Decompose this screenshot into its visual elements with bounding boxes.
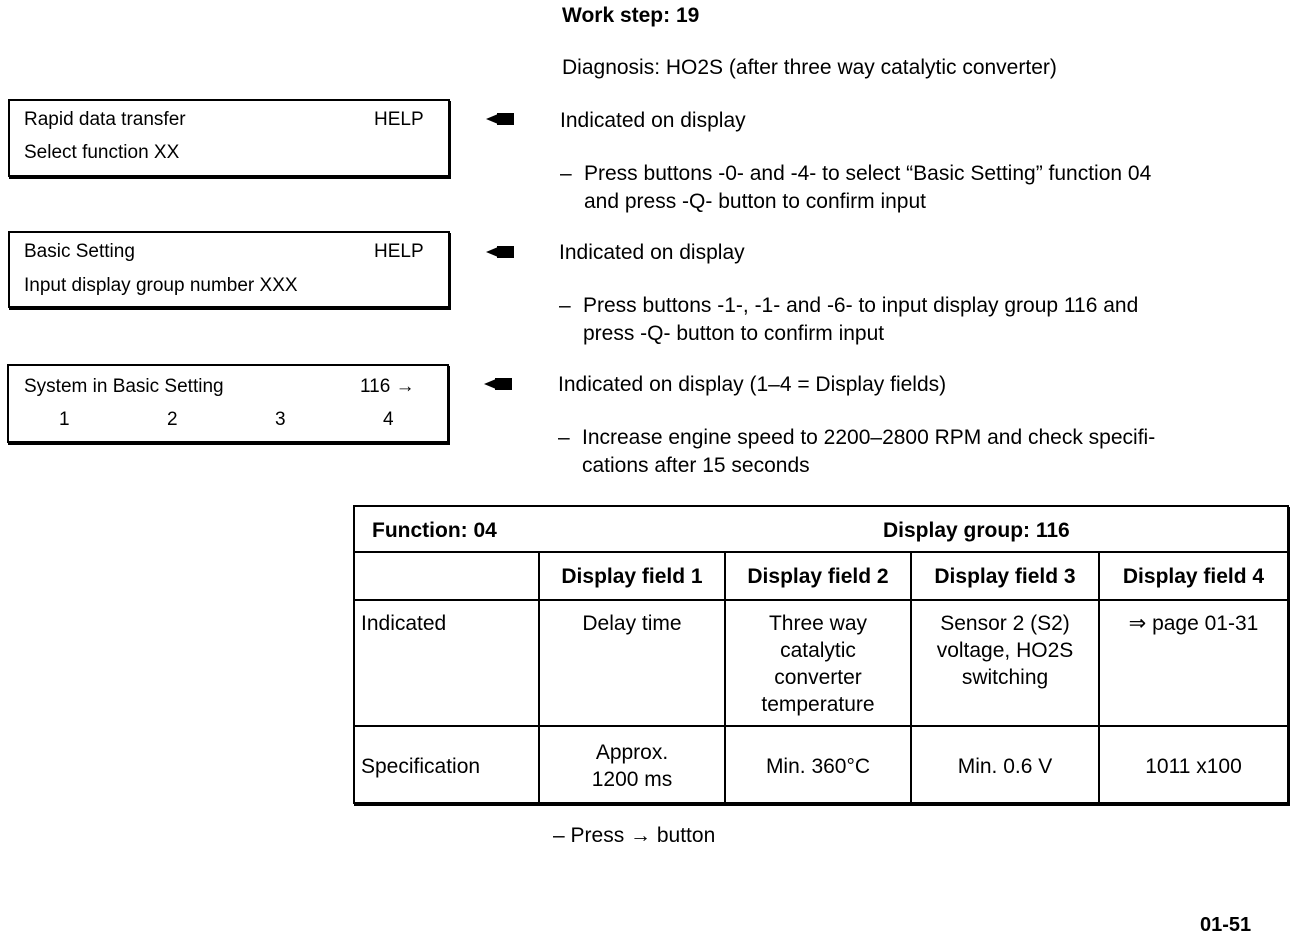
instruction-line-1: Press buttons -0- and -4- to select “Basic Setting” function 04	[584, 162, 1152, 185]
row-label-specification: Specification	[361, 755, 481, 778]
display-field-4: 4	[383, 409, 394, 430]
table-cell	[1100, 753, 1287, 780]
table-cell	[726, 753, 910, 780]
dash: –	[559, 294, 571, 317]
instruction-line-1: Increase engine speed to 2200–2800 RPM and check specifi-	[582, 426, 1156, 449]
table-divider	[355, 725, 1287, 727]
display-pointer-icon	[486, 245, 514, 259]
step-2-indicated: Indicated on display	[559, 241, 745, 264]
cell-line: 1011 x100	[1145, 755, 1242, 778]
instruction-line-2: cations after 15 seconds	[582, 454, 810, 477]
display-pointer-icon	[484, 377, 512, 391]
work-step-title: Work step: 19	[562, 4, 700, 27]
table-cell	[726, 610, 910, 718]
display-line1-left: System in Basic Setting	[24, 376, 224, 397]
table-divider	[355, 599, 1287, 601]
display-field-1: 1	[59, 409, 70, 430]
cell-line: temperature	[761, 693, 875, 716]
table-divider	[355, 551, 1287, 553]
step-1-indicated: Indicated on display	[560, 109, 746, 132]
cell-line: Delay time	[582, 612, 682, 635]
display-group-number: 116 →	[360, 376, 415, 397]
cell-line: converter	[774, 666, 862, 689]
cell-line: Approx.	[595, 741, 669, 764]
page-number: 01-51	[1200, 914, 1252, 936]
cell-line: Sensor 2 (S2)	[940, 612, 1070, 635]
cell-line: Three way	[768, 612, 868, 635]
diagnosis-text: Diagnosis: HO2S (after three way catalytic converter)	[562, 56, 1057, 79]
display-help: HELP	[374, 241, 424, 262]
display-line1-left: Basic Setting	[24, 241, 135, 262]
dash: –	[558, 426, 570, 449]
display-group-label: Display group: 116	[883, 519, 1070, 542]
column-header: Display field 1	[561, 565, 703, 588]
display-help: HELP	[374, 109, 424, 130]
tester-display-basic-setting	[8, 231, 450, 308]
display-line2: Select function XX	[24, 142, 180, 163]
cell-line: voltage, HO2S	[936, 639, 1074, 662]
press-arrow-button-instruction: – Press → button	[553, 824, 716, 847]
column-header: Display field 4	[1122, 565, 1265, 588]
display-field-3: 3	[275, 409, 286, 430]
display-line2: Input display group number XXX	[24, 275, 298, 296]
cell-line: switching	[961, 666, 1049, 689]
table-cell	[912, 610, 1098, 691]
specification-table	[353, 505, 1289, 804]
step-3-indicated: Indicated on display (1–4 = Display fields)	[558, 373, 947, 396]
tester-display-system-in-basic-setting	[7, 364, 449, 443]
cell-line: catalytic	[780, 639, 856, 662]
cell-line: Min. 360°C	[765, 755, 871, 778]
instruction-line-2: press -Q- button to confirm input	[583, 322, 885, 345]
column-header: Display field 2	[747, 565, 889, 588]
cell-line: Min. 0.6 V	[957, 755, 1053, 778]
function-label: Function: 04	[372, 519, 497, 542]
cell-line: 1200 ms	[591, 768, 673, 791]
dash: –	[560, 162, 572, 185]
display-line1-left: Rapid data transfer	[24, 109, 186, 130]
instruction-line-2: and press -Q- button to confirm input	[584, 190, 926, 213]
table-cell	[540, 610, 724, 637]
tester-display-rapid-data-transfer	[8, 99, 450, 177]
cell-line: ⇒ page 01-31	[1128, 612, 1259, 635]
display-field-2: 2	[167, 409, 178, 430]
column-header: Display field 3	[934, 565, 1076, 588]
instruction-line-1: Press buttons -1-, -1- and -6- to input display group 116 and	[583, 294, 1139, 317]
display-pointer-icon	[486, 112, 514, 126]
table-cell	[912, 753, 1098, 780]
table-cell	[1100, 610, 1287, 637]
row-label-indicated: Indicated	[361, 612, 447, 635]
table-cell	[540, 739, 724, 793]
